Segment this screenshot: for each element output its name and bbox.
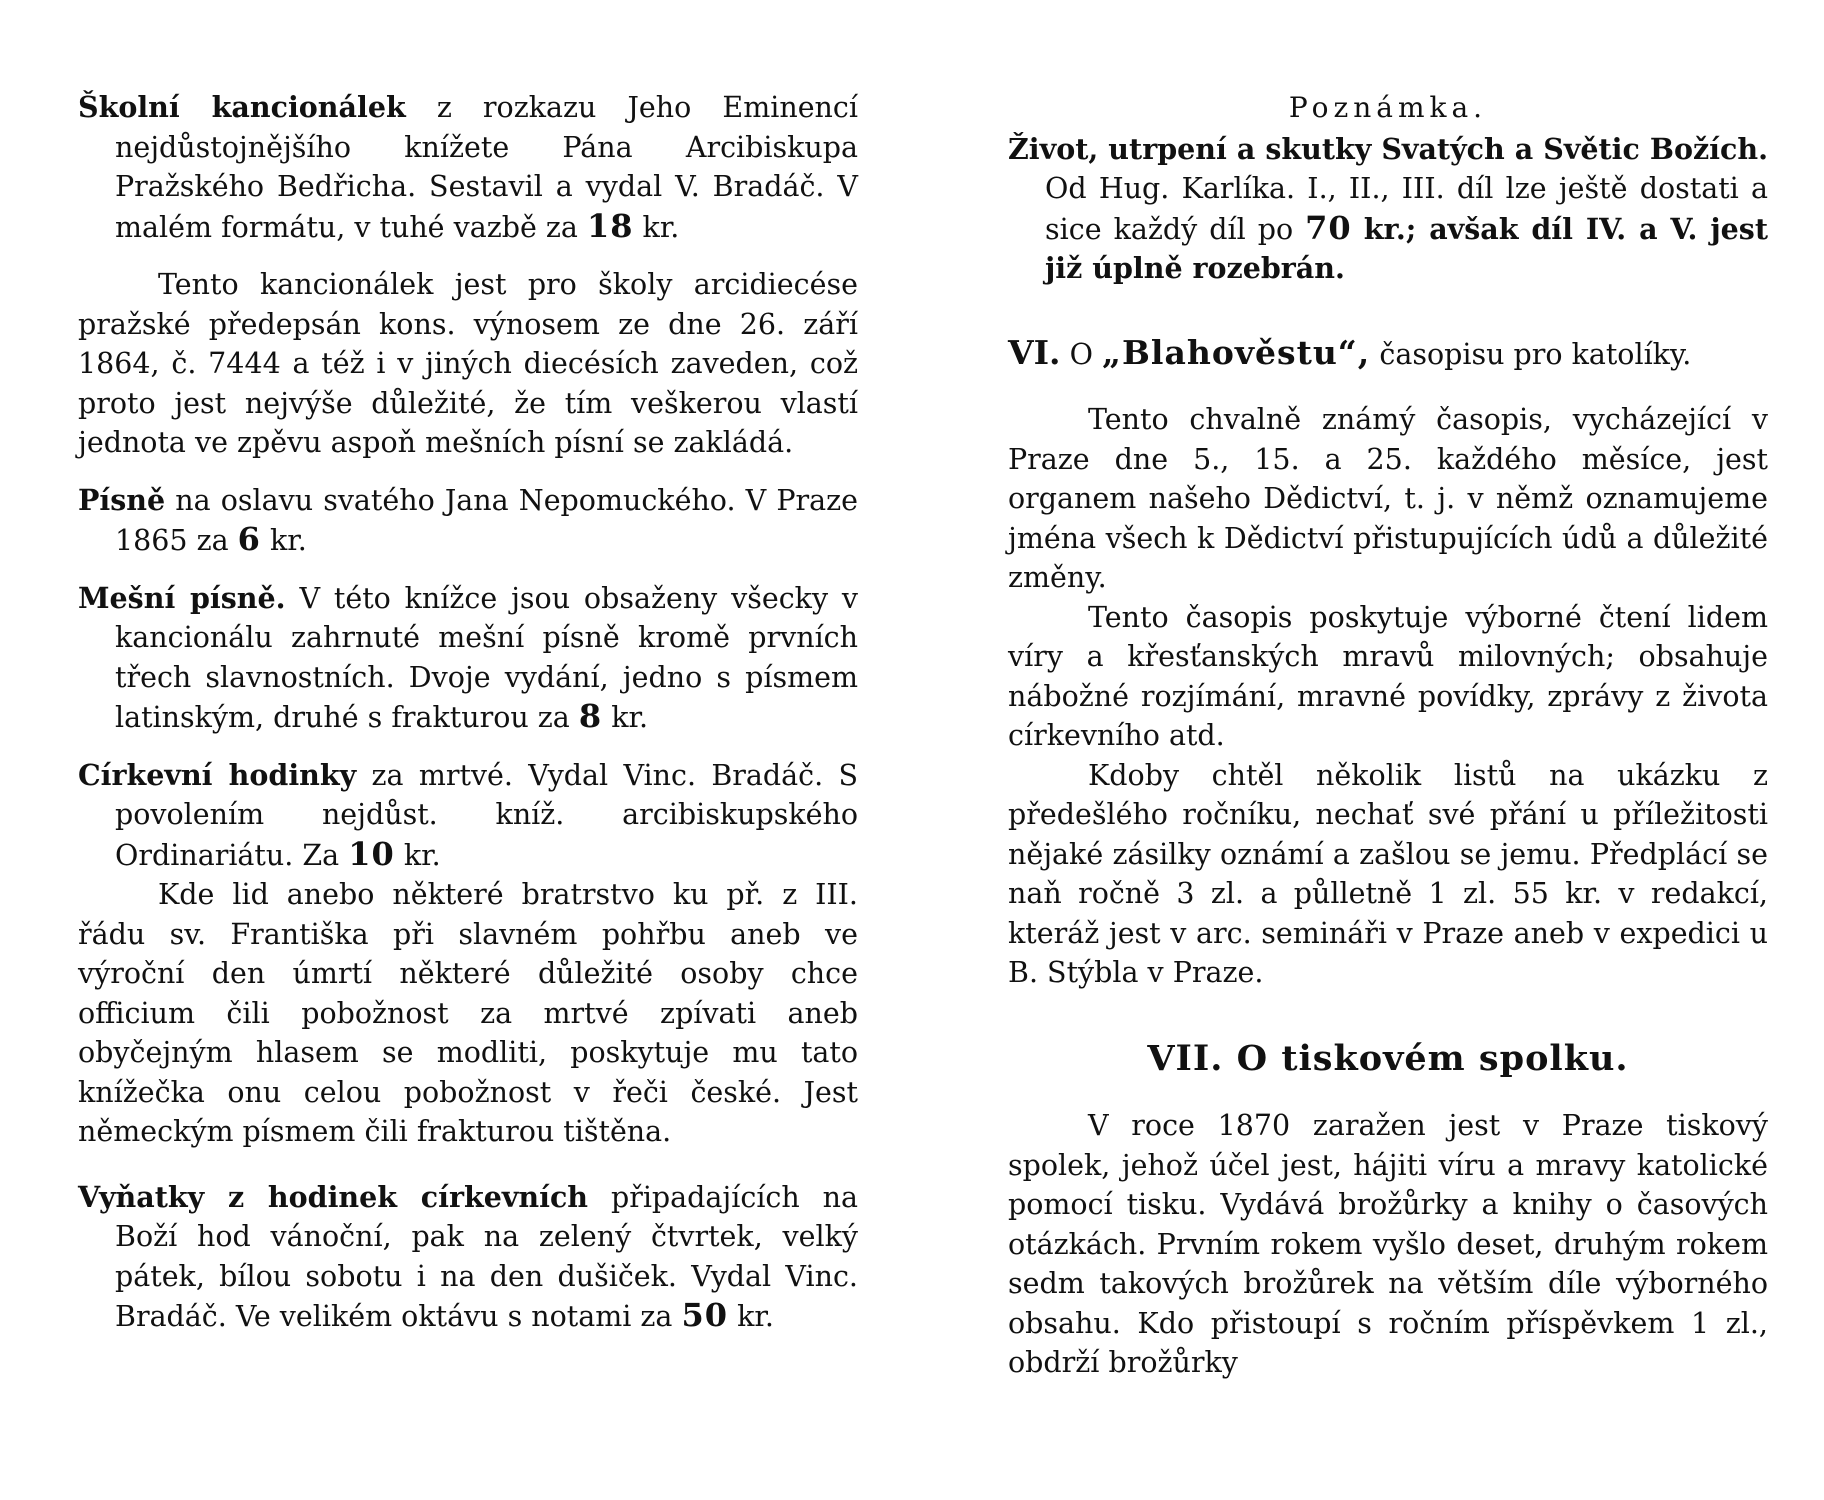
entry-title: Písně [78, 482, 166, 517]
entry-text: z rozkazu Jeho Eminencí nejdůstojnějšího knížete Pána Arcibiskupa Pražského Bedřicha. Sestavil a vydal V. Bradáč. V malém formátu, v tuhé vazbě za [115, 91, 858, 244]
right-page [912, 0, 1824, 1500]
note-heading: Poznámka. [1288, 91, 1488, 124]
entry-title: Církevní hodinky [78, 757, 357, 792]
entry-text: připadajících na Boží hod vánoční, pak na zelený čtvrtek, velký pátek, bílou sobotu i na den dušiček. Vydal Vinc. Bradáč. Ve velikém oktávu s notami za [115, 1180, 859, 1333]
note-price: 70 [1305, 208, 1352, 247]
entry-mesni-pisne [78, 579, 858, 738]
section-vi-paragraph: Tento chvalně známý časopis, vycházející v Praze dne 5., 15. a 25. každého měsíce, jest organem našeho Dědictví, t. j. v němž oznamujeme jména všech k Dědictví přistupujících údů a důležité změny. [1008, 403, 1768, 594]
section-rest: časopisu pro katolíky. [1379, 337, 1692, 371]
entry-price: 10 [348, 834, 395, 873]
entry-price-suffix: kr. [611, 701, 649, 734]
entry-price-suffix: kr. [642, 210, 680, 244]
entry-text: V této knížce jsou obsaženy všecky v kancionálu zahrnuté mešní písně kromě prvních třech slavnostních. Dvoje vydání, jedno s písmem latinským, druhé s frakturou za [115, 581, 859, 734]
section-vii-paragraph: V roce 1870 zaražen jest v Praze tiskový spolek, jehož účel jest, hájiti víru a mravy katolické pomocí tisku. Vydává brožůrky a knihy o časových otázkách. Prvním rokem vyšlo deset, druhým rokem sedm takových brožůrek na větším díle výborného obsahu. Kdo přistoupí s ročním příspěvkem 1 zl., obdrží brožůrky [1008, 1109, 1768, 1379]
note-text-end: kr.; avšak díl IV. a V. jest již úplně rozebrán. [1045, 211, 1769, 285]
section-vi-paragraph: Tento časopis poskytuje výborné čtení lidem víry a křesťanských mravů milovných; obsahuje nábožné rozjímání, mravné povídky, zprávy z života církevního atd. [1008, 600, 1768, 752]
entry-paragraph: Tento kancionálek jest pro školy arcidiecése pražské předepsán kons. výnosem ze dne 26. září 1864, č. 7444 a též i v jiných diecésích zaveden, což proto jest nejvýše důležité, že tím veškerou vlastí jednota ve zpěvu aspoň mešních písní se zakládá. [78, 268, 858, 459]
section-vi-paragraph: Kdoby chtěl několik listů na ukázku z předešlého ročníku, nechať své přání u příležitosti nějaké zásilky oznámí a zašlou se jemu. Předplácí se naň ročně 3 zl. a půlletně 1 zl. 55 kr. v redakcí, kteráž jest v arc. semináři v Praze aneb v expedici u B. Stýbla v Praze. [1008, 758, 1768, 989]
entry-price-suffix: kr. [737, 1300, 774, 1333]
entry-pisne [78, 481, 858, 561]
entry-text: na oslavu svatého Jana Nepomuckého. V Praze 1865 za [115, 483, 859, 557]
entry-title: Školní kancionálek [78, 90, 406, 124]
entry-price-suffix: kr. [403, 838, 441, 872]
left-column [78, 88, 858, 1355]
entry-price: 50 [681, 1296, 729, 1334]
section-vi-heading [1008, 333, 1768, 375]
section-number: VI. [1008, 332, 1061, 372]
entry-text: za mrtvé. Vydal Vinc. Bradáč. S povolením nejdůst. kníž. arcibiskupského Ordinariátu. Za [115, 758, 858, 872]
entry-price: 8 [578, 697, 603, 735]
entry-price: 6 [237, 520, 261, 558]
note-text: Od Hug. Karlíka. I., II., III. díl lze ještě dostati a sice každý díl po [1045, 172, 1768, 246]
section-name: „Blahověstu“, [1102, 332, 1371, 372]
entry-skolni-kancionalek [78, 88, 858, 247]
note-entry [1008, 130, 1768, 289]
entry-title: Vyňatky z hodinek církevních [78, 1179, 589, 1214]
entry-price: 18 [586, 206, 634, 245]
entry-cirkevni-hodinky [78, 756, 858, 876]
entry-vynatky [78, 1178, 858, 1337]
entry-paragraph: Kde lid anebo některé bratrstvo ku př. z III. řádu sv. Františka při slavném pohřbu aneb ve výroční den úmrtí některé důležité osoby chce officium čili pobožnost za mrtvé zpívati aneb obyčejným hlasem se modliti, poskytuje mu tato knížečka onu celou pobožnost v řeči české. Jest německým písmem čili frakturou tištěna. [78, 878, 858, 1148]
section-vii-title: VII. O tiskovém spolku. [1147, 1037, 1629, 1079]
entry-title: Mešní písně. [78, 580, 286, 615]
entry-price-suffix: kr. [270, 524, 307, 557]
right-column [1008, 88, 1768, 1401]
section-prefix: O [1069, 337, 1093, 371]
note-title: Život, utrpení a skutky Svatých a Světic Božích. [1008, 131, 1768, 166]
